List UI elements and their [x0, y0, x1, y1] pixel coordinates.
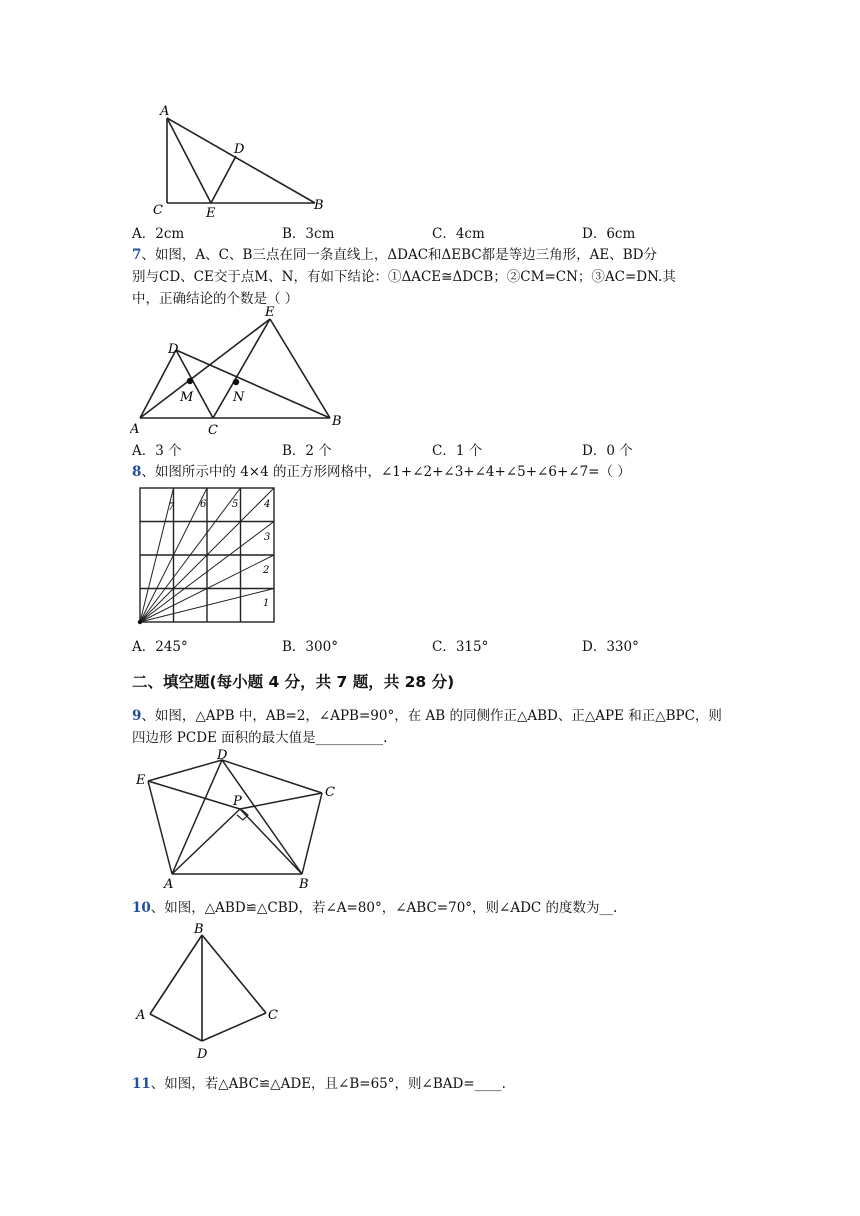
q6-label-d: D: [234, 142, 245, 157]
q9-text-1: 、如图，△APB 中，AB=2，∠APB=90°，在 AB 的同侧作正△ABD、正△APE 和正△BPC，则: [141, 708, 722, 724]
section-2-title: 二、填空题(每小题 4 分，共 7 题，共 28 分): [132, 673, 455, 691]
q6-label-b: B: [314, 198, 324, 213]
q10-figure: [130, 920, 290, 1068]
q7-figure: [130, 305, 350, 440]
q8-line: [132, 462, 631, 482]
q8-option-b: B．300°: [282, 639, 338, 655]
q7-option-c: C．1 个: [432, 443, 483, 459]
q10-number: 10: [132, 900, 151, 916]
q8-angle-label-1: 1: [263, 598, 270, 609]
q10-line: [132, 898, 617, 918]
q8-angle-label-4: 4: [264, 499, 271, 510]
q10-label-c: C: [268, 1008, 278, 1023]
q6-figure: [140, 100, 340, 225]
q7-label-e: E: [265, 305, 275, 320]
q10-label-a: A: [136, 1008, 146, 1023]
q6-label-e: E: [206, 206, 216, 221]
q7-text-1: 、如图，A、C、B三点在同一条直线上，ΔDAC和ΔEBC都是等边三角形，AE、BD分: [141, 247, 658, 263]
q10-label-b: B: [194, 922, 204, 937]
q10-text: 、如图，△ABD≌△CBD，若∠A=80°，∠ABC=70°，则∠ADC 的度数为__.: [150, 900, 618, 916]
q7-option-b: B．2 个: [282, 443, 332, 459]
q6-label-c: C: [153, 203, 163, 218]
q7-label-b: B: [332, 414, 342, 429]
q7-label-a: A: [130, 422, 140, 437]
q6-option-c: C．4cm: [432, 226, 485, 242]
q7-label-m: M: [180, 390, 194, 405]
q8-option-d: D．330°: [582, 639, 639, 655]
q7-option-d: D．0 个: [582, 443, 633, 459]
q9-line-2: 四边形 PCDE 面积的最大值是__________.: [132, 730, 388, 746]
q8-option-a: A．245°: [132, 639, 188, 655]
q7-label-d: D: [168, 342, 179, 357]
q7-option-a: A．3 个: [132, 443, 182, 459]
q7-label-c: C: [208, 423, 218, 438]
q11-text: 、如图，若△ABC≌△ADE，且∠B=65°，则∠BAD=____.: [150, 1076, 506, 1092]
q9-label-a: A: [164, 877, 174, 890]
q9-label-d: D: [217, 748, 228, 763]
q9-figure: [130, 748, 345, 890]
q11-number: 11: [132, 1076, 151, 1092]
q6-option-b: B．3cm: [282, 226, 335, 242]
q9-label-e: E: [136, 773, 146, 788]
q7-line-2: 别与CD、CE交于点M、N，有如下结论：①ΔACE≅ΔDCB；②CM=CN；③AC=DN.其: [132, 269, 676, 285]
q7-label-n: N: [233, 390, 245, 405]
q8-angle-label-2: 2: [263, 565, 270, 576]
q9-label-p: P: [233, 794, 242, 809]
q6-option-a: A．2cm: [132, 226, 185, 242]
q8-angle-label-3: 3: [264, 532, 271, 543]
q8-number: 8: [132, 464, 142, 480]
q10-label-d: D: [197, 1047, 208, 1062]
q9-line-1: [132, 706, 722, 726]
q8-grid-figure: [136, 486, 281, 628]
q6-label-a: A: [160, 104, 170, 119]
q7-number: 7: [132, 247, 142, 263]
q6-option-d: D．6cm: [582, 226, 636, 242]
q8-option-c: C．315°: [432, 639, 489, 655]
q8-text: 、如图所示中的 4×4 的正方形网格中，∠1+∠2+∠3+∠4+∠5+∠6+∠7=（ ）: [141, 464, 631, 480]
q9-label-b: B: [299, 877, 309, 890]
q8-angle-label-6: 6: [200, 499, 207, 510]
q7-line-3: 中，正确结论的个数是（ ）: [132, 291, 299, 307]
q8-angle-label-7: 7: [168, 502, 175, 513]
q9-number: 9: [132, 708, 142, 724]
q7-line-1: [132, 245, 657, 265]
q9-label-c: C: [325, 785, 335, 800]
q8-angle-label-5: 5: [232, 499, 239, 510]
q11-line: [132, 1074, 506, 1094]
